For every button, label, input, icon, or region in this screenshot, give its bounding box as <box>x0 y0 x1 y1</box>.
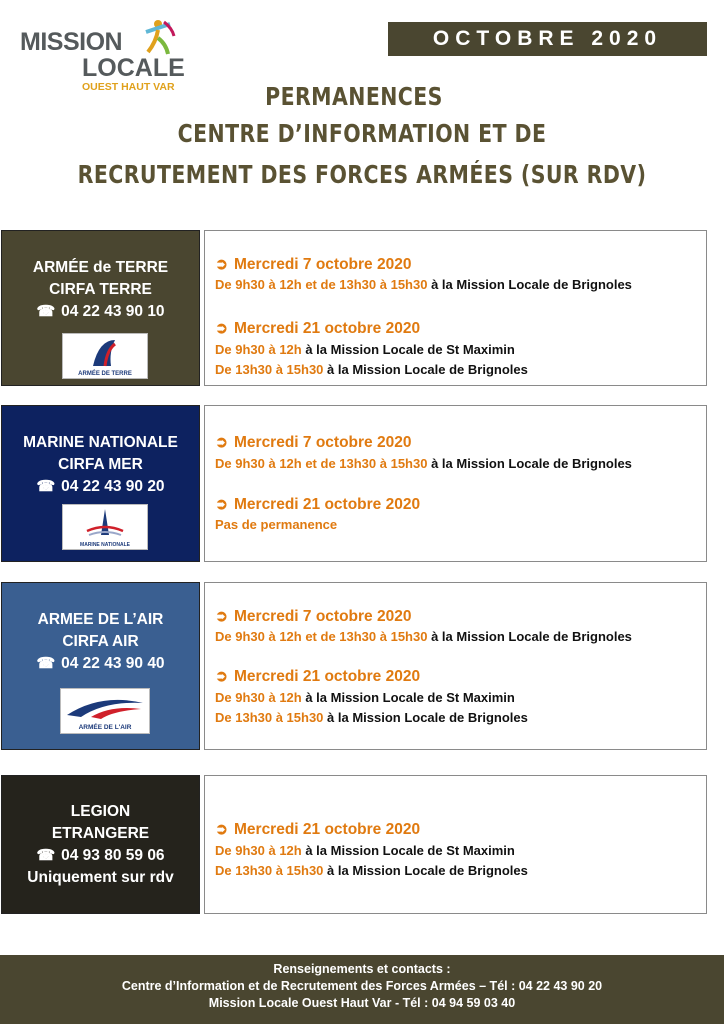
marine-nationale-emblem <box>62 504 148 550</box>
schedule-detail <box>215 362 528 377</box>
emblem-text: MARINE NATIONALE <box>80 542 130 548</box>
schedule-detail <box>215 342 515 357</box>
hours-text: De 9h30 à 12h et de 13h30 à 15h30 <box>215 456 428 471</box>
schedule-detail <box>215 843 515 858</box>
schedule-date <box>215 607 411 626</box>
footer-line-cirfa: Centre d’Information et de Recrutement des Forces Armées – Tél : 04 22 43 90 20 <box>121 979 603 993</box>
hours-text: De 9h30 à 12h et de 13h30 à 15h30 <box>215 629 428 644</box>
hours-text: De 9h30 à 12h et de 13h30 à 15h30 <box>215 277 428 292</box>
hours-text: De 13h30 à 15h30 <box>215 362 324 377</box>
arrow-icon: ➲ <box>215 256 228 273</box>
title-line-1: PERMANENCES <box>265 82 443 111</box>
schedule-detail <box>215 277 632 292</box>
emblem-text: ARMÉE DE TERRE <box>78 371 132 377</box>
phone-line <box>2 476 199 498</box>
schedule-date <box>215 255 411 274</box>
location-text: à la Mission Locale de Brignoles <box>323 362 528 377</box>
telephone-icon: ☎ <box>36 847 56 864</box>
footer-heading: Renseignements et contacts : <box>273 962 451 976</box>
telephone-icon: ☎ <box>36 478 56 495</box>
section-schedule-box <box>204 775 707 914</box>
arrow-icon: ➲ <box>215 320 228 337</box>
arrow-icon: ➲ <box>215 608 228 625</box>
section-label-box <box>1 775 200 914</box>
section-label-box <box>1 582 200 750</box>
section-schedule-box <box>204 230 707 386</box>
contacts-footer <box>0 955 724 1024</box>
logo-word-mission: MISSION <box>20 28 123 56</box>
armee-de-terre-emblem <box>62 333 148 379</box>
logo-figure-icon <box>138 18 178 58</box>
schedule-detail <box>215 456 632 471</box>
schedule-detail <box>215 710 528 725</box>
section-label-box <box>1 405 200 562</box>
date-text: Mercredi 21 octobre 2020 <box>234 668 421 685</box>
label-line: CIRFA MER <box>58 456 143 473</box>
hours-text: Pas de permanence <box>215 517 338 532</box>
section-label-box <box>1 230 200 386</box>
location-text: à la Mission Locale de St Maximin <box>301 690 515 705</box>
terre-emblem-icon <box>63 334 147 378</box>
schedule-date <box>215 820 420 839</box>
hours-text: De 9h30 à 12h <box>215 342 302 357</box>
schedule-date <box>215 319 420 338</box>
marine-emblem-icon <box>63 505 147 549</box>
footer-line-mission-locale: Mission Locale Ouest Haut Var - Tél : 04 94 59 03 40 <box>208 996 516 1010</box>
date-text: Mercredi 7 octobre 2020 <box>234 256 412 273</box>
schedule-detail <box>215 690 515 705</box>
date-text: Mercredi 7 octobre 2020 <box>234 608 412 625</box>
location-text: à la Mission Locale de Brignoles <box>427 277 632 292</box>
location-text: à la Mission Locale de St Maximin <box>301 843 515 858</box>
schedule-detail <box>215 863 528 878</box>
schedule-date <box>215 667 420 686</box>
hours-text: De 9h30 à 12h <box>215 843 302 858</box>
arrow-icon: ➲ <box>215 434 228 451</box>
label-line: ARMEE DE L’AIR <box>37 611 164 628</box>
telephone-icon: ☎ <box>36 303 56 320</box>
location-text: à la Mission Locale de Brignoles <box>427 456 632 471</box>
schedule-date <box>215 433 411 452</box>
section-schedule-box <box>204 405 707 562</box>
air-emblem-icon <box>61 689 149 733</box>
date-text: Mercredi 7 octobre 2020 <box>234 434 412 451</box>
date-text: Mercredi 21 octobre 2020 <box>234 320 421 337</box>
month-banner: OCTOBRE 2020 <box>388 22 707 56</box>
armee-de-l-air-emblem <box>60 688 150 734</box>
schedule-date <box>215 495 420 514</box>
location-text: à la Mission Locale de Brignoles <box>427 629 632 644</box>
location-text: à la Mission Locale de St Maximin <box>301 342 515 357</box>
label-line: MARINE NATIONALE <box>23 434 178 451</box>
appointment-note: Uniquement sur rdv <box>27 869 174 886</box>
phone-line <box>2 653 199 675</box>
label-line: LEGION <box>70 803 131 820</box>
hours-text: De 13h30 à 15h30 <box>215 863 324 878</box>
location-text: à la Mission Locale de Brignoles <box>323 863 528 878</box>
phone-line <box>2 301 199 323</box>
telephone-icon: ☎ <box>36 655 56 672</box>
schedule-detail <box>215 629 632 644</box>
phone-number: 04 22 43 90 10 <box>61 303 165 320</box>
arrow-icon: ➲ <box>215 821 228 838</box>
hours-text: De 9h30 à 12h <box>215 690 302 705</box>
title-line-2: CENTRE D’INFORMATION ET DE <box>177 119 547 148</box>
label-line: CIRFA TERRE <box>49 281 152 298</box>
title-line-3: RECRUTEMENT DES FORCES ARMÉES (SUR RDV) <box>77 160 647 189</box>
date-text: Mercredi 21 octobre 2020 <box>234 821 421 838</box>
label-line: CIRFA AIR <box>62 633 139 650</box>
arrow-icon: ➲ <box>215 496 228 513</box>
phone-number: 04 22 43 90 20 <box>61 478 165 495</box>
emblem-text: ARMÉE DE L'AIR <box>78 724 132 731</box>
phone-number: 04 93 80 59 06 <box>61 847 165 864</box>
logo-word-locale: LOCALE <box>82 54 185 82</box>
phone-line <box>2 845 199 867</box>
label-line: ARMÉE de TERRE <box>32 259 169 276</box>
arrow-icon: ➲ <box>215 668 228 685</box>
hours-text: De 13h30 à 15h30 <box>215 710 324 725</box>
phone-number: 04 22 43 90 40 <box>61 655 165 672</box>
schedule-detail <box>215 517 337 532</box>
date-text: Mercredi 21 octobre 2020 <box>234 496 421 513</box>
location-text: à la Mission Locale de Brignoles <box>323 710 528 725</box>
logo-subtitle: OUEST HAUT VAR <box>82 81 175 93</box>
label-line: ETRANGERE <box>51 825 150 842</box>
section-schedule-box <box>204 582 707 750</box>
